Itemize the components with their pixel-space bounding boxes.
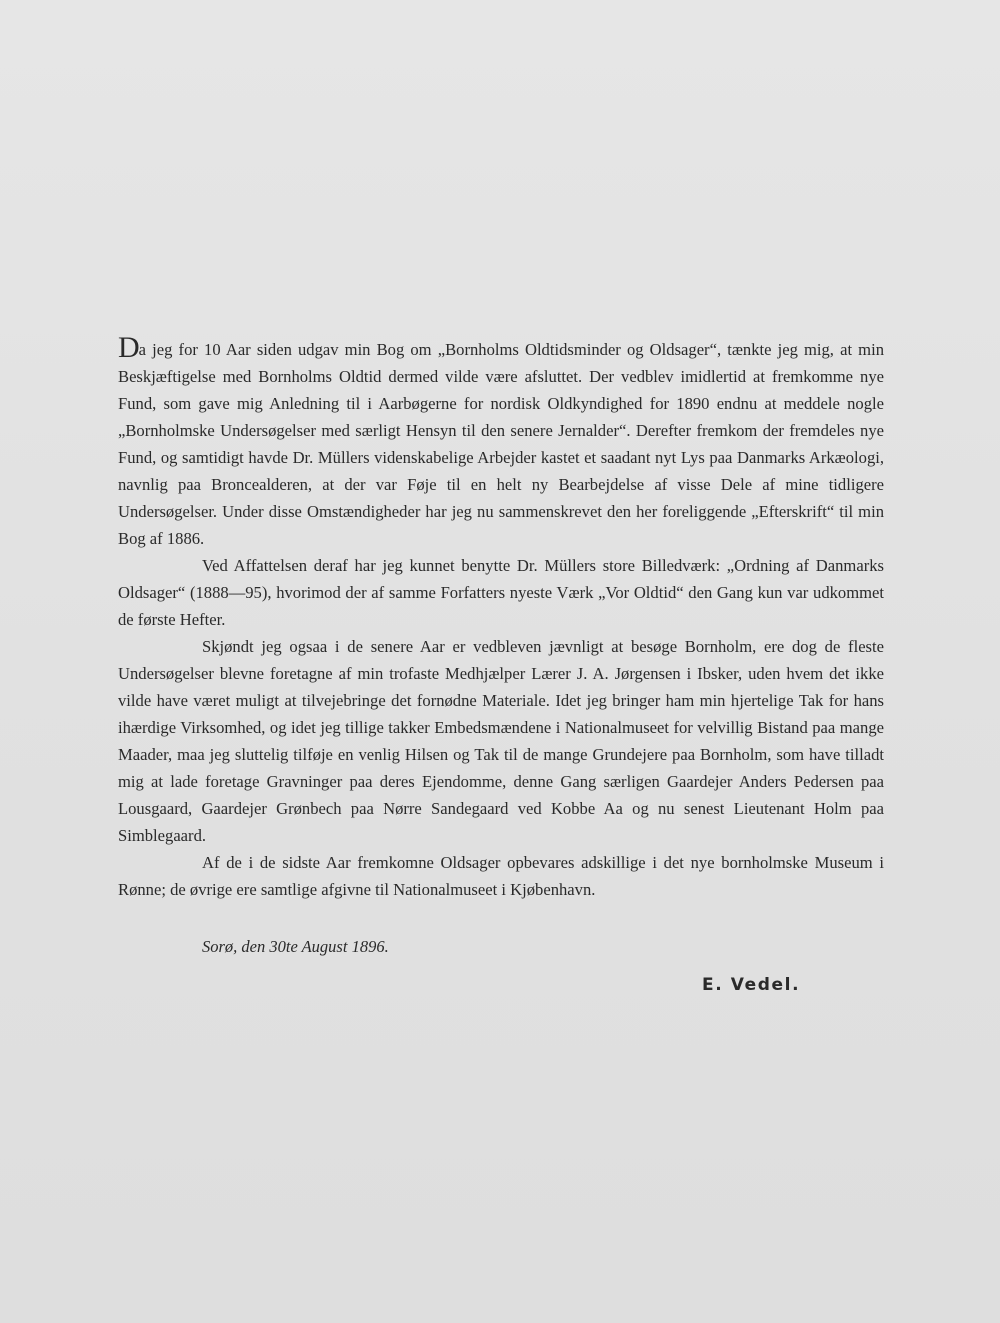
drop-cap: D [118,331,139,364]
paragraph-4: Af de i de sidste Aar fremkomne Oldsager opbevares adskillige i det nye bornholmske Museum i Rønne; de øvrige ere samtlige afgivne til Nationalmuseet i Kjøbenhavn. [118,853,884,899]
preface-text [118,331,884,903]
paragraph-1 [118,331,884,552]
signature: E. Vedel. [702,975,801,995]
paragraph-1-text: a jeg for 10 Aar siden udgav min Bog om „Bornholms Oldtidsminder og Oldsager“, tænkte jeg mig, at min Beskjæftigelse med Bornholms Oldtid dermed vilde være afsluttet. Der vedblev imidlertid at fremkomme nye Fund, som gave mig Anledning til i Aarbøgerne for nordisk Oldkyndighed for 1890 endnu at meddele nogle „Bornholmske Undersøgelser med særligt Hensyn til den senere Jernalder“. Derefter fremkom der fremdeles nye Fund, og samtidigt havde Dr. Müllers videnskabelige Arbejder kastet et saadant nyt Lys paa Danmarks Arkæologi, navnlig paa Broncealderen, at der var Føje til en helt ny Bearbejdelse af visse Dele af mine tidligere Undersøgelser. Under disse Omstændigheder har jeg nu sammenskrevet den her foreliggende „Efterskrift“ til min Bog af 1886. [118,340,884,548]
dateline: Sorø, den 30te August 1896. [202,937,389,956]
paragraph-2: Ved Affattelsen deraf har jeg kunnet benytte Dr. Müllers store Billedværk: „Ordning af Danmarks Oldsager“ (1888—95), hvorimod der af samme Forfatters nyeste Værk „Vor Oldtid“ den Gang kun var udkommet de første Hefter. [118,556,884,629]
paragraph-3: Skjøndt jeg ogsaa i de senere Aar er vedbleven jævnligt at besøge Bornholm, ere dog de fleste Undersøgelser blevne foretagne af min trofaste Medhjælper Lærer J. A. Jørgensen i Ibsker, uden hvem det ikke vilde have været muligt at tilvejebringe det fornødne Materiale. Idet jeg bringer ham min hjertelige Tak for hans ihærdige Virksomhed, og idet jeg tillige takker Embedsmændene i Nationalmuseet for velvillig Bistand paa mange Maader, maa jeg sluttelig tilføje en venlig Hilsen og Tak til de mange Grundejere paa Bornholm, som have tilladt mig at lade foretage Gravninger paa deres Ejendomme, denne Gang særligen Gaardejer Anders Pedersen paa Lousgaard, Gaardejer Grønbech paa Nørre Sandegaard ved Kobbe Aa og nu senest Lieutenant Holm paa Simblegaard. [118,637,884,845]
